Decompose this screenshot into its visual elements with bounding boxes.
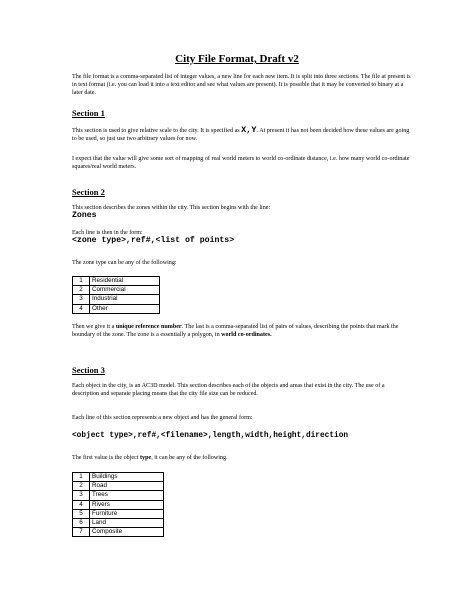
table-row: 1 Residential [73,277,160,286]
section2-paragraph-1: This section describes the zones within the city. This section begins with the line: [72,205,271,211]
section3-paragraph-2: Each line of this section represents a new object and has the general form: [72,415,253,421]
section1-paragraph-1: This section is used to give relative scale to the city. It is specified as X,Y. At present it has not been decided how these values are going to be used, so just use two arbitrary values for now. [72,125,410,142]
zones-code: Zones [72,211,97,220]
table-row: 5 Furniture [73,509,164,518]
section3-paragraph-3: The first value is the object type, it can be any of the following. [72,455,228,461]
section1-paragraph-2: I expect that the value will give some sort of mapping of real world meters to world co-ordinate distance, i.e. how many world co-ordinate squares/real world meters. [72,156,410,170]
table-row: 2 Commercial [73,286,160,295]
zone-types-table [72,276,160,314]
table-row: 1 Buildings [73,473,164,482]
table-row: 6 Land [73,518,164,527]
table-row: 3 Trees [73,491,164,500]
table-row: 7 Composite [73,528,164,537]
section2-paragraph-3: The zone type can be any of the following: [72,260,177,266]
object-types-table [72,472,164,537]
table-row: 4 Rivers [73,500,164,509]
table-row: 3 Industrial [73,295,160,304]
table-row: 2 Road [73,482,164,491]
section3-paragraph-1: Each object in the city, is an AC3D model. This section describes each of the objects and areas that exist in the city. The use of a description and separate placing means that the city file size can be reduced. [72,383,385,397]
object-form-code: <object type>,ref#,<filename>,length,width,height,direction [72,432,349,440]
document-title: City File Format, Draft v2 [175,53,299,65]
section1-heading: Section 1 [72,108,105,118]
section2-paragraph-2: Each line is then in the form: [72,230,143,236]
section2-heading: Section 2 [72,187,105,197]
section3-heading: Section 3 [72,365,105,375]
section2-paragraph-4: Then we give it a unique reference number. The last is a comma-separated list of pairs of values, describing the points that mark the boundary of the zone. The zone is a essentially a polygon, in world co-ordinates. [72,324,399,338]
intro-paragraph: The file format is a comma-separated list of integer values, a new line for each new item. It is split into three sections. The file at present is in text format (i.e. you can load it into a text editor and see what values are present). It is possible that it may be converted to binary at a later date. [72,74,411,96]
zone-form-code: <zone type>,ref#,<list of points> [72,236,235,245]
xy-code: X,Y [241,125,257,135]
table-row: 4 Other [73,304,160,313]
